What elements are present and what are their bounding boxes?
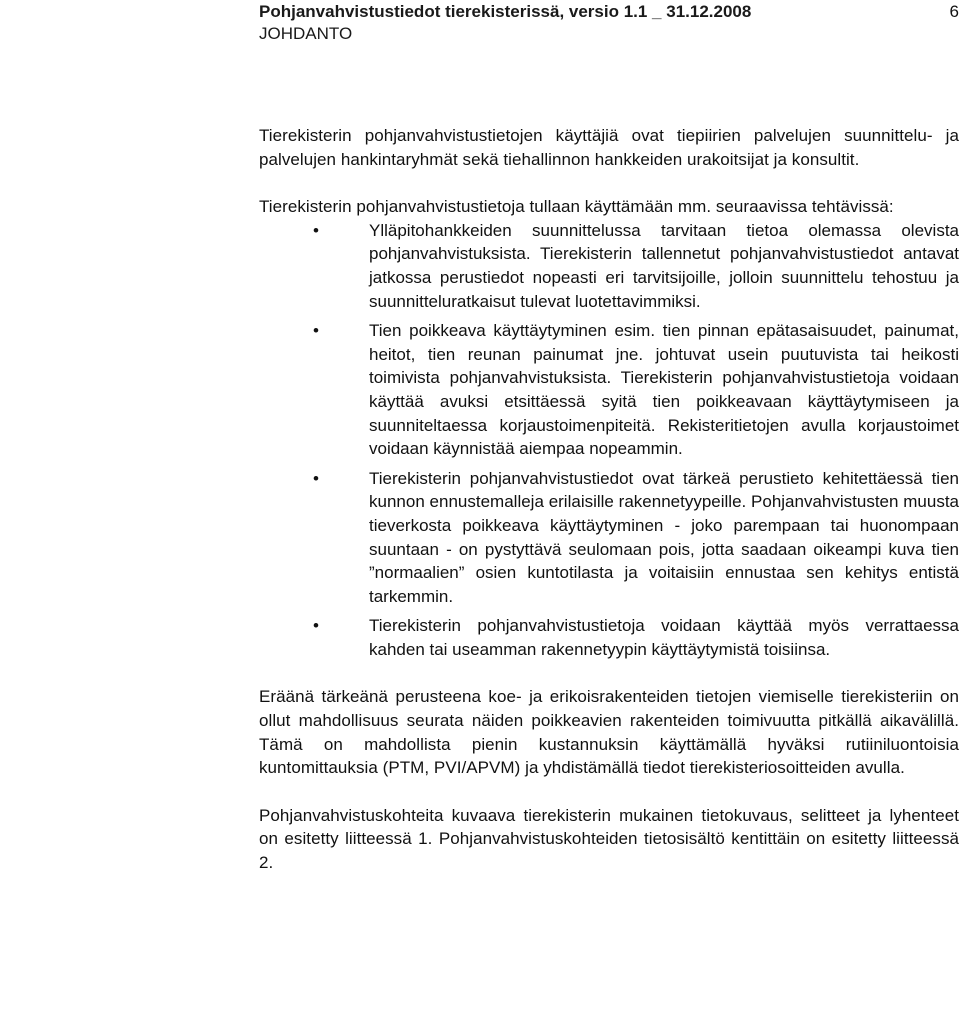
list-item: [259, 319, 959, 461]
bullet-icon: •: [313, 321, 319, 341]
list-item-text: Ylläpitohankkeiden suunnittelussa tarvitaan tietoa olemassa olevista pohjanvahvistuksista. Tierekisterin tallennetut pohjanvahvistustiedot antavat jatkossa perustiedot nopeasti eri tarvitsijoille, jolloin suunnittelu tehostuu ja suunnitteluratkaisut tulevat luotettavimmiksi.: [369, 220, 959, 311]
paragraph-experimental-structures: Eräänä tärkeänä perusteena koe- ja erikoisrakenteiden tietojen viemiselle tierekisteriin on ollut mahdollisuus seurata näiden poikkeavien rakenteiden toimivuutta pitkällä aikavälillä. Tämä on mahdollista pienin kustannuksin käyttämällä hyväksi rutiiniluontoisia kuntomittauksia (PTM, PVI/APVM) ja yhdistämällä tiedot tierekisteriosoitteiden avulla.: [259, 687, 959, 778]
section-heading: JOHDANTO: [259, 24, 353, 43]
paragraph-appendix-reference: Pohjanvahvistuskohteita kuvaava tierekisterin mukainen tietokuvaus, selitteet ja lyhenteet on esitetty liitteessä 1. Pohjanvahvistuskohteiden tietosisältö kentittäin on esitetty liitteessä 2.: [259, 805, 959, 873]
paragraph-users: Tierekisterin pohjanvahvistustietojen käyttäjiä ovat tiepiirien palvelujen suunnittelu- ja palvelujen hankintaryhmät sekä tiehallinnon hankkeiden urakoitsijat ja konsultit.: [259, 126, 959, 169]
paragraph-uses-intro: Tierekisterin pohjanvahvistustietoja tullaan käyttämään mm. seuraavissa tehtävissä:: [259, 197, 894, 217]
page-number: 6: [949, 2, 959, 21]
bullet-icon: •: [313, 616, 319, 636]
uses-list: [259, 219, 959, 662]
list-item: [259, 219, 959, 313]
document-body: [259, 124, 959, 875]
document-page: [259, 0, 959, 875]
bullet-icon: •: [313, 220, 319, 240]
page-header: [259, 0, 959, 45]
list-item-text: Tierekisterin pohjanvahvistustiedot ovat tärkeä perustieto kehitettäessä tien kunnon ennustemalleja erilaisille rakennetyypeille. Pohjanvahvistusten muusta tieverkosta poikkeava käyttäytyminen - joko parempaan tai huonompaan suuntaan - on pystyttävä seulomaan pois, jotta saadaan oikeampi kuva tien ”normaalien” osien kuntotilasta ja voitaisiin ennustaa sen kehitys entistä tarkemmin.: [369, 468, 959, 606]
list-item-text: Tien poikkeava käyttäytyminen esim. tien pinnan epätasaisuudet, painumat, heitot, tien reunan painumat jne. johtuvat usein puutuvista tai heikosti toimivista pohjanvahvistuksista. Tierekisterin pohjanvahvistustietoja voidaan käyttää avuksi etsittäessä syitä tien poikkeavaan käyttäytymiseen ja suunniteltaessa korjaustoimenpiteitä. Rekisteritietojen avulla korjaustoimet voidaan käynnistää aiempaa nopeammin.: [369, 321, 959, 459]
list-item: [259, 467, 959, 609]
list-item: [259, 614, 959, 661]
bullet-icon: •: [313, 468, 319, 488]
document-title: Pohjanvahvistustiedot tierekisterissä, versio 1.1 _ 31.12.2008: [259, 2, 752, 21]
list-item-text: Tierekisterin pohjanvahvistustietoja voidaan käyttää myös verrattaessa kahden tai useamman rakennetyypin käyttäytymistä toisiinsa.: [369, 616, 959, 659]
